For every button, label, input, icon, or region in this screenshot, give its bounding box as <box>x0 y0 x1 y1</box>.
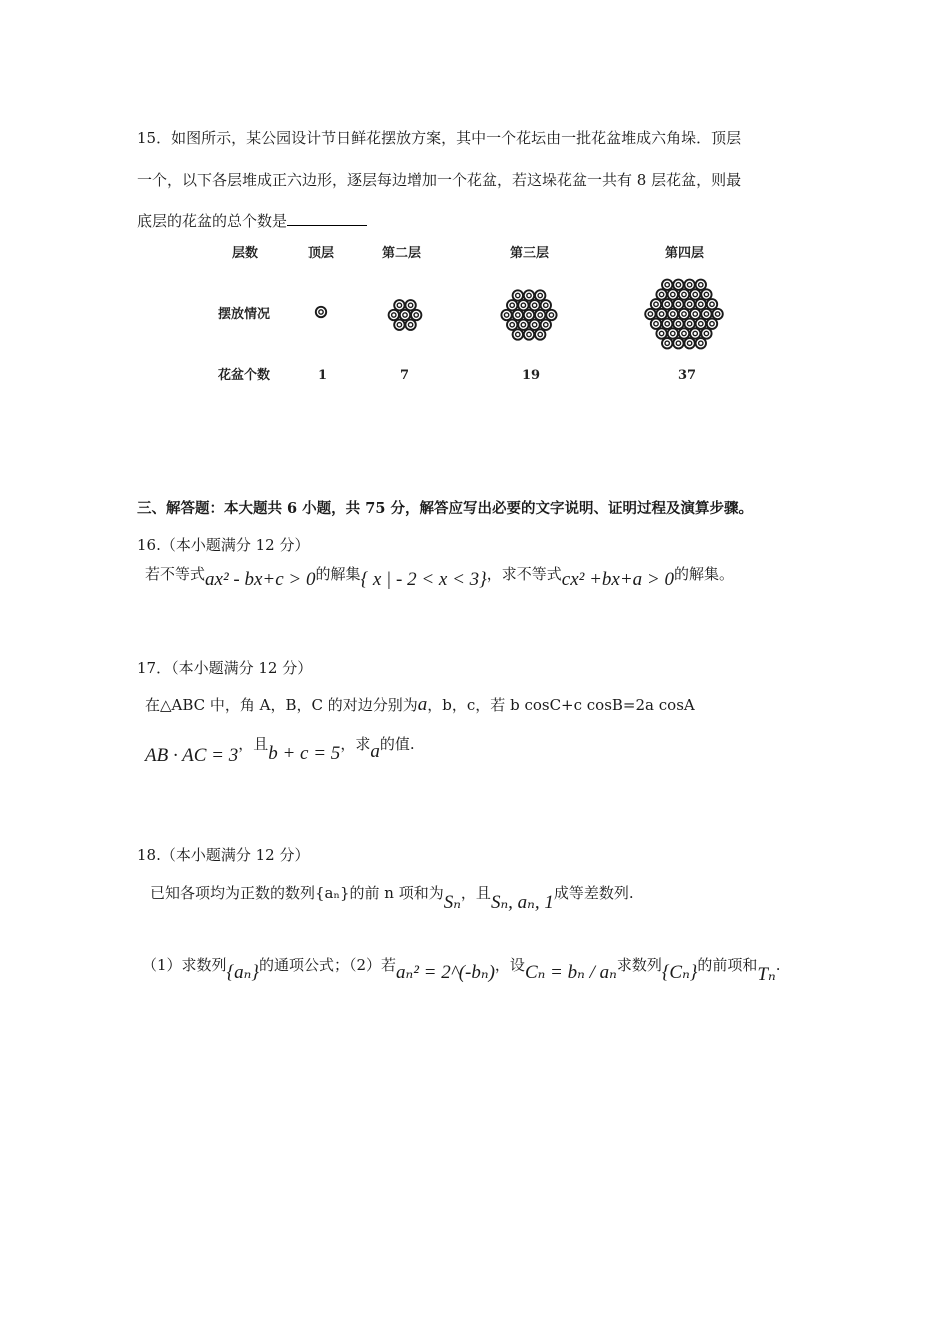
flower-pot <box>668 328 678 338</box>
q16-inequality-2: cx² +bx+a > 0 <box>561 569 674 590</box>
flower-pot <box>696 319 706 329</box>
flower-pot <box>662 280 672 290</box>
q17-text-4: ，求 <box>340 735 371 753</box>
q15-line1: 15．如图所示，某公园设计节日鲜花摆放方案，其中一个花坛由一批花盆堆成六角垛．顶层 <box>137 129 742 147</box>
flower-pot <box>690 328 700 338</box>
layer-header-1: 顶层 <box>308 246 335 261</box>
flower-pot <box>690 289 700 299</box>
flower-pot <box>316 307 326 317</box>
flower-pot <box>684 299 694 309</box>
flower-pot <box>651 299 661 309</box>
q18-part-5: 的前项和 <box>697 956 758 974</box>
flower-pot <box>524 290 534 300</box>
flower-pot <box>701 328 711 338</box>
flower-pot <box>394 300 404 310</box>
flower-pot <box>513 329 523 339</box>
q18-part-4: 求数列 <box>616 956 662 974</box>
flower-pot <box>651 319 661 329</box>
flower-pot <box>690 309 700 319</box>
count-layer-3: 19 <box>522 368 541 383</box>
flower-pot <box>518 320 528 330</box>
flower-pot <box>684 319 694 329</box>
flower-pot <box>656 309 666 319</box>
q18-text-2: ，且 <box>460 884 491 902</box>
flower-pot <box>679 309 689 319</box>
pot-hexagon-layer-3 <box>501 290 556 339</box>
q15-line3-text: 底层的花盆的总个数是 <box>137 212 288 230</box>
flower-pot <box>707 319 717 329</box>
flower-pot <box>546 310 556 320</box>
q18-text-1: 已知各项均为正数的数列{aₙ}的前 n 项和为 <box>150 884 444 902</box>
count-layer-1: 1 <box>318 368 328 383</box>
flower-pot <box>662 299 672 309</box>
flower-pot <box>394 320 404 330</box>
q18-sum-sn: Sₙ <box>443 892 461 913</box>
flower-pot <box>679 289 689 299</box>
q17-text-3: ，且 <box>238 735 269 753</box>
flower-pot <box>656 328 666 338</box>
q18-seq-cn: {Cₙ} <box>661 962 698 983</box>
flower-pot <box>684 338 694 348</box>
row-label-arrangement: 摆放情况 <box>218 307 271 322</box>
flower-pot <box>696 280 706 290</box>
flower-pot <box>535 290 545 300</box>
row-label-layers: 层数 <box>232 246 259 261</box>
flower-pot-figure <box>210 236 740 388</box>
flower-pot <box>405 320 415 330</box>
q17-dot-product: AB · AC = 3 <box>145 745 239 766</box>
q17-text-2: ，b，c，若 b cosC+c cosB=2a cosA <box>427 696 695 714</box>
q18-part-3: ，设 <box>494 956 525 974</box>
q15-line2: 一个，以下各层堆成正六边形，逐层每边增加一个花盆，若这垛花盆一共有 8 层花盆，则最 <box>137 171 742 189</box>
flower-pot <box>405 300 415 310</box>
q18-condition: aₙ² = 2^(-bₙ) <box>396 962 495 983</box>
flower-pot <box>507 320 517 330</box>
q15-line3 <box>137 209 367 231</box>
flower-pot <box>411 310 421 320</box>
q18-header: 18.（本小题满分 12 分） <box>137 846 310 864</box>
flower-pot <box>662 319 672 329</box>
q18-line2 <box>142 953 781 985</box>
flower-pot <box>679 328 689 338</box>
pot-hexagon-layer-4 <box>645 280 723 349</box>
pot-hexagon-layer-1 <box>316 307 326 317</box>
q18-arithmetic-terms: Sₙ, aₙ, 1 <box>490 892 554 913</box>
q17-text-5: 的值. <box>379 735 415 753</box>
flower-pot <box>668 309 678 319</box>
flower-pot <box>662 338 672 348</box>
flower-pot <box>684 280 694 290</box>
flower-pot <box>645 309 655 319</box>
q17-side-a-2: a <box>370 741 380 762</box>
q17-line1 <box>145 694 695 716</box>
flower-pot <box>513 310 523 320</box>
q16-text-4: 的解集。 <box>674 565 735 583</box>
section3-heading: 三、解答题：本大题共 6 小题，共 75 分，解答应写出必要的文字说明、证明过程及演算步骤。 <box>137 500 753 517</box>
flower-pot <box>696 299 706 309</box>
q16-header: 16.（本小题满分 12 分） <box>137 536 310 554</box>
flower-pot <box>518 300 528 310</box>
flower-pot <box>712 309 722 319</box>
flower-pot <box>673 319 683 329</box>
flower-pot <box>673 280 683 290</box>
q16-solution-set: { x | - 2 < x < 3} <box>360 569 487 590</box>
q18-part-2: 的通项公式；（2）若 <box>258 956 396 974</box>
flower-pot <box>389 310 399 320</box>
flower-pot <box>707 299 717 309</box>
flower-pot <box>400 310 410 320</box>
flower-pot <box>541 320 551 330</box>
flower-pot <box>529 300 539 310</box>
layer-header-2: 第二层 <box>382 246 422 261</box>
flower-pot <box>535 310 545 320</box>
q16-text-1: 若不等式 <box>145 565 206 583</box>
flower-pot <box>656 289 666 299</box>
flower-pot <box>701 309 711 319</box>
flower-pot <box>701 289 711 299</box>
answer-blank[interactable] <box>287 209 367 226</box>
q16-inequality-1: ax² - bx+c > 0 <box>205 569 316 590</box>
layer-header-4: 第四层 <box>665 246 705 261</box>
q17-header: 17．（本小题满分 12 分） <box>137 659 313 677</box>
count-layer-2: 7 <box>400 368 410 383</box>
q17-sum: b + c = 5 <box>268 743 341 764</box>
flower-pot <box>529 320 539 330</box>
pot-hexagon-layer-2 <box>389 300 422 330</box>
count-layer-4: 37 <box>678 368 697 383</box>
flower-pot <box>673 299 683 309</box>
q17-text-1: 在△ABC 中，角 A，B，C 的对边分别为 <box>145 696 418 714</box>
flower-pot <box>541 300 551 310</box>
flower-pot <box>673 338 683 348</box>
layer-header-3: 第三层 <box>510 246 550 261</box>
flower-pot <box>668 289 678 299</box>
flower-pot <box>524 310 534 320</box>
flower-pot <box>507 300 517 310</box>
row-label-count: 花盆个数 <box>218 368 271 383</box>
q18-text-3: 成等差数列. <box>553 884 634 902</box>
q18-tn: Tₙ <box>757 964 776 985</box>
q16-text-3: ，求不等式 <box>486 565 562 583</box>
flower-pot-table <box>210 236 740 388</box>
q16-text-2: 的解集 <box>315 565 361 583</box>
flower-pot <box>524 329 534 339</box>
flower-pot <box>696 338 706 348</box>
flower-pot <box>501 310 511 320</box>
flower-pot <box>535 329 545 339</box>
q17-line2 <box>145 733 415 766</box>
q18-part-1: （1）求数列 <box>142 956 227 974</box>
q18-seq-an: {aₙ} <box>226 962 259 983</box>
q16-body <box>145 563 735 590</box>
flower-pot <box>513 290 523 300</box>
q17-side-a: a <box>417 694 428 715</box>
q18-line1 <box>150 881 634 913</box>
q18-cn-definition: Cₙ = bₙ / aₙ <box>524 962 617 983</box>
q18-part-6: . <box>775 956 781 974</box>
